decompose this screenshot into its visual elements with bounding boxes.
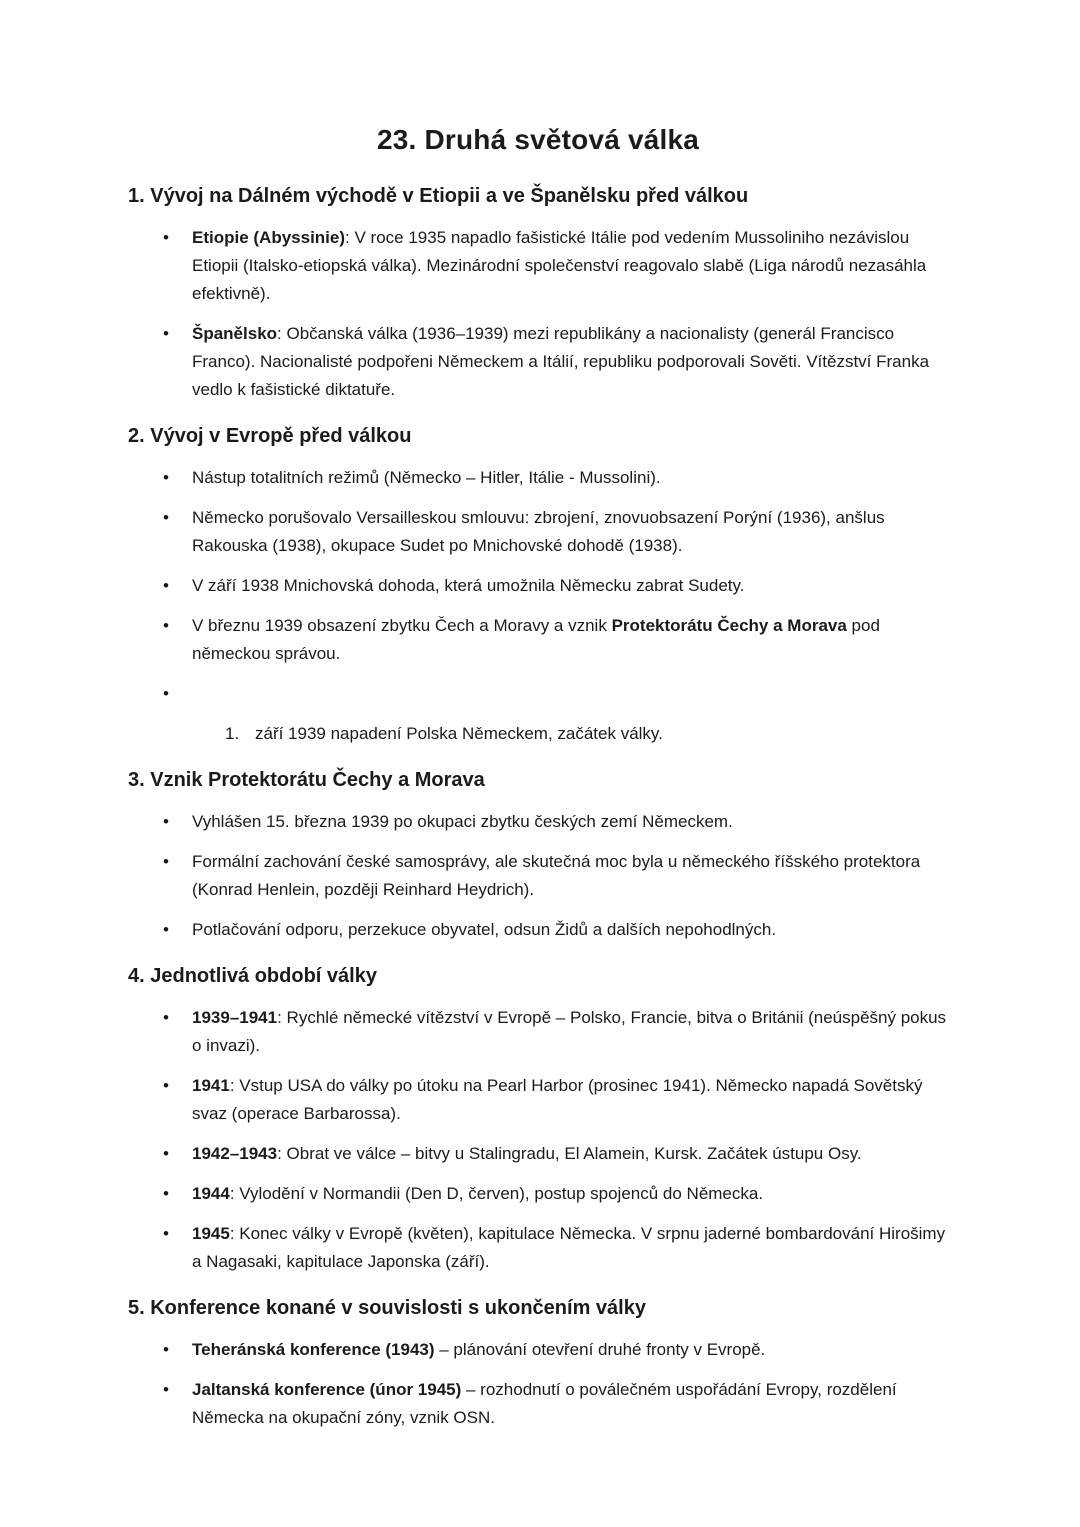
item-bold-text: 1939–1941: [192, 1008, 278, 1027]
item-content: [192, 1004, 948, 1060]
item-content: [192, 680, 948, 708]
bullet-marker-icon: •: [163, 468, 169, 487]
item-bold-text: Protektorátu Čechy a Morava: [611, 616, 847, 635]
list-item: [128, 1220, 948, 1276]
item-content: [192, 848, 948, 904]
item-bold-text: Španělsko: [192, 324, 278, 343]
item-text: Potlačování odporu, perzekuce obyvatel, odsun Židů a dalších nepohodlných.: [192, 920, 777, 939]
item-content: [192, 612, 948, 668]
list-item: [128, 1180, 948, 1208]
item-text: Německo porušovalo Versailleskou smlouvu: zbrojení, znovuobsazení Porýní (1936), anšlus Rakouska (1938), okupace Sudet po Mnichovské dohodě (1938).: [192, 508, 885, 555]
document-title: 23. Druhá světová válka: [376, 124, 700, 155]
list-item: [128, 1376, 948, 1432]
bullet-marker-icon: •: [163, 684, 169, 703]
item-number: 1.: [225, 724, 240, 743]
item-content: [192, 1140, 948, 1168]
item-content: [192, 916, 948, 944]
bullet-marker-icon: •: [163, 1076, 169, 1095]
list-item: [128, 1336, 948, 1364]
item-text: : Občanská válka (1936–1939) mezi republikány a nacionalisty (generál Francisco Franco). Nacionalisté podpořeni Německem a Itálií, republiku podporovali Sověti. Vítězství Franka vedlo k fašistické diktatuře.: [192, 324, 930, 399]
item-bold-text: Teheránská konference (1943): [192, 1340, 435, 1359]
bullet-list: [128, 1336, 948, 1432]
bullet-marker-icon: •: [163, 812, 169, 831]
item-bold-text: 1941: [192, 1076, 230, 1095]
list-item: [128, 464, 948, 492]
item-content: [192, 1336, 948, 1364]
item-bold-text: 1945: [192, 1224, 230, 1243]
section-2-heading: 2. Vývoj v Evropě před válkou: [128, 425, 412, 447]
item-bold-text: Etiopie (Abyssinie): [192, 228, 346, 247]
list-item: [128, 1004, 948, 1060]
bullet-marker-icon: •: [163, 508, 169, 527]
section-3: [128, 760, 948, 944]
item-content: [192, 464, 948, 492]
item-text: : Obrat ve válce – bitvy u Stalingradu, El Alamein, Kursk. Začátek ústupu Osy.: [277, 1144, 862, 1163]
item-content: [192, 320, 948, 404]
bullet-marker-icon: •: [163, 920, 169, 939]
bullet-list: [128, 1004, 948, 1276]
bullet-marker-icon: •: [163, 1184, 169, 1203]
item-text: V září 1938 Mnichovská dohoda, která umožnila Německu zabrat Sudety.: [192, 576, 745, 595]
item-text: : Vylodění v Normandii (Den D, červen), postup spojenců do Německa.: [229, 1184, 764, 1203]
section-4: [128, 956, 948, 1276]
bullet-list: [128, 224, 948, 404]
section-5-heading: 5. Konference konané v souvislosti s ukončením války: [128, 1297, 646, 1319]
list-item: [128, 572, 948, 600]
item-content: [192, 504, 948, 560]
item-text: V březnu 1939 obsazení zbytku Čech a Moravy a vznik: [192, 616, 612, 635]
item-content: [192, 572, 948, 600]
item-content: [192, 1220, 948, 1276]
list-item: [128, 1140, 948, 1168]
section-3-heading: 3. Vznik Protektorátu Čechy a Morava: [128, 769, 485, 791]
bullet-list: [128, 808, 948, 944]
section-4-heading: 4. Jednotlivá období války: [128, 965, 377, 987]
item-content: [192, 1180, 948, 1208]
item-text: Vyhlášen 15. března 1939 po okupaci zbytku českých zemí Německem.: [192, 812, 733, 831]
item-content: [192, 808, 948, 836]
section-1-heading: 1. Vývoj na Dálném východě v Etiopii a ve Španělsku před válkou: [128, 185, 749, 207]
list-item: [128, 916, 948, 944]
bullet-marker-icon: •: [163, 1340, 169, 1359]
item-text: : Vstup USA do války po útoku na Pearl Harbor (prosinec 1941). Německo napadá Sovětský svaz (operace Barbarossa).: [192, 1076, 923, 1123]
item-content: [255, 720, 948, 748]
item-bold-text: 1942–1943: [192, 1144, 278, 1163]
section-5: [128, 1288, 948, 1432]
item-text: Nástup totalitních režimů (Německo – Hitler, Itálie - Mussolini).: [192, 468, 661, 487]
list-item: [128, 808, 948, 836]
item-content: [192, 1376, 948, 1432]
item-text: : V roce 1935 napadlo fašistické Itálie pod vedením Mussoliniho nezávislou Etiopii (Italsko-etiopská válka). Mezinárodní společenství reagovalo slabě (Liga národů nezasáhla efektivně).: [192, 228, 927, 303]
list-item-empty: [128, 680, 948, 708]
list-item: [128, 504, 948, 560]
bullet-marker-icon: •: [163, 1144, 169, 1163]
list-item: [128, 224, 948, 308]
list-item: [128, 1072, 948, 1128]
list-item: [128, 848, 948, 904]
bullet-marker-icon: •: [163, 1380, 169, 1399]
item-text: Formální zachování české samosprávy, ale skutečná moc byla u německého říšského protektora (Konrad Henlein, později Reinhard Heydrich).: [192, 852, 921, 899]
list-item: [128, 612, 948, 668]
item-text: : Konec války v Evropě (květen), kapitulace Německa. V srpnu jaderné bombardování Hirošimy a Nagasaki, kapitulace Japonska (září).: [192, 1224, 946, 1271]
bullet-marker-icon: •: [163, 1224, 169, 1243]
item-text: – rozhodnutí o poválečném uspořádání Evropy, rozdělení Německa na okupační zóny, vznik OSN.: [192, 1380, 897, 1427]
bullet-marker-icon: •: [163, 576, 169, 595]
item-text: – plánování otevření druhé fronty v Evropě.: [434, 1340, 766, 1359]
bullet-marker-icon: •: [163, 324, 169, 343]
section-1: [128, 176, 948, 404]
item-bold-text: Jaltanská konference (únor 1945): [192, 1380, 462, 1399]
bullet-marker-icon: •: [163, 852, 169, 871]
bullet-marker-icon: •: [163, 616, 169, 635]
item-content: [192, 224, 948, 308]
list-item: [128, 320, 948, 404]
bullet-list: [128, 464, 948, 748]
numbered-list-item: [128, 720, 948, 748]
bullet-marker-icon: •: [163, 228, 169, 247]
item-content: [192, 1072, 948, 1128]
item-text: září 1939 napadení Polska Německem, začátek války.: [255, 724, 663, 743]
bullet-marker-icon: •: [163, 1008, 169, 1027]
section-2: [128, 416, 948, 748]
item-text: pod německou správou.: [192, 616, 880, 663]
item-text: : Rychlé německé vítězství v Evropě – Polsko, Francie, bitva o Británii (neúspěšný pokus o invazi).: [192, 1008, 947, 1055]
item-bold-text: 1944: [192, 1184, 230, 1203]
